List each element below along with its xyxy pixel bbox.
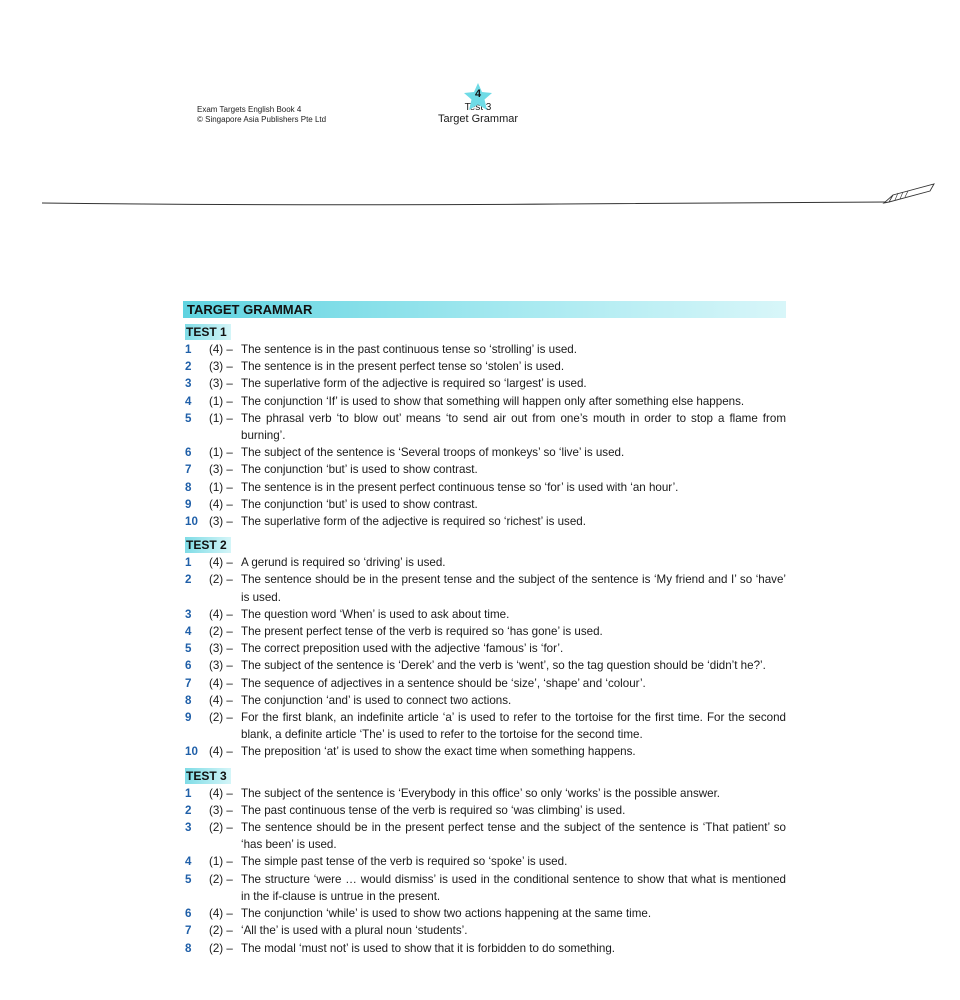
header-book-info: [197, 105, 326, 125]
test-heading: TEST 1: [185, 324, 231, 340]
item-explanation: The structure ‘were … would dismiss’ is used in the conditional sentence to show that what is mentioned in the if-clause is untrue in the present.: [241, 872, 786, 903]
item-explanation: The sequence of adjectives in a sentence should be ‘size’, ‘shape’ and ‘colour’.: [241, 676, 646, 690]
item-answer: (2) –: [209, 625, 233, 639]
list-item: [185, 853, 786, 870]
item-explanation: The sentence is in the past continuous tense so ‘strolling’ is used.: [241, 343, 577, 356]
item-answer: (1) –: [209, 480, 233, 494]
item-answer: (3) –: [209, 642, 233, 656]
item-number: 1: [185, 786, 192, 800]
item-number: 5: [185, 872, 192, 886]
item-explanation: The phrasal verb ‘to blow out’ means ‘to send air out from one’s mouth in order to stop a flame from burning’.: [241, 411, 786, 443]
answer-key: [185, 324, 786, 964]
item-answer: (4) –: [209, 907, 233, 921]
item-answer: (3) –: [209, 360, 233, 374]
item-number: 2: [185, 360, 192, 374]
item-answer: (3) –: [209, 377, 233, 391]
page-number: 4: [474, 88, 482, 100]
item-number: 6: [185, 659, 192, 673]
test-block: [185, 537, 786, 760]
section-title-bar: [183, 301, 786, 318]
test-heading: TEST 3: [185, 768, 231, 784]
item-explanation: The conjunction ‘while’ is used to show two actions happening at the same time.: [241, 907, 652, 921]
item-explanation: ‘All the’ is used with a plural noun ‘students’.: [241, 924, 468, 938]
header-section-label: Target Grammar: [437, 113, 519, 125]
item-number: 3: [185, 821, 192, 835]
item-explanation: The conjunction ‘and’ is used to connect two actions.: [241, 693, 512, 707]
item-answer: (1) –: [209, 446, 233, 460]
item-answer: (1) –: [209, 411, 233, 425]
test-block: [185, 768, 786, 957]
item-number: 10: [185, 745, 198, 759]
list-item: [185, 692, 786, 709]
item-answer: (3) –: [209, 515, 233, 529]
list-item: [185, 640, 786, 657]
item-answer: (4) –: [209, 607, 233, 621]
item-explanation: The subject of the sentence is ‘Everybody in this office’ so only ‘works’ is the possible answer.: [241, 786, 721, 800]
list-item: [185, 444, 786, 461]
item-explanation: A gerund is required so ‘driving’ is used.: [241, 556, 446, 570]
list-item: [185, 623, 786, 640]
item-explanation: The sentence should be in the present perfect tense and the subject of the sentence is ‘That patient’ so ‘has been’ is used.: [241, 821, 786, 852]
list-item: [185, 410, 786, 444]
item-explanation: The present perfect tense of the verb is required so ‘has gone’ is used.: [241, 625, 603, 639]
item-explanation: For the first blank, an indefinite article ‘a’ is used to refer to the tortoise for the first time. For the second blank, a definite article ‘The’ is used to refer to the tortoise for the second time.: [241, 711, 786, 742]
item-number: 4: [185, 625, 192, 639]
item-number: 7: [185, 676, 192, 690]
item-answer: (4) –: [209, 745, 233, 759]
item-number: 5: [185, 411, 192, 425]
item-number: 6: [185, 446, 192, 460]
item-answer: (4) –: [209, 676, 233, 690]
list-item: [185, 743, 786, 760]
list-item: [185, 940, 786, 957]
header-center: [408, 82, 548, 126]
list-item: [185, 358, 786, 375]
list-item: [185, 657, 786, 674]
item-answer: (1) –: [209, 855, 233, 869]
list-item: [185, 554, 786, 571]
list-item: [185, 496, 786, 513]
list-item: [185, 871, 786, 905]
item-answer: (3) –: [209, 803, 233, 817]
item-explanation: The conjunction ‘but’ is used to show contrast.: [241, 497, 478, 511]
item-explanation: The sentence should be in the present tense and the subject of the sentence is ‘My friend and I’ so ‘have’ is used.: [241, 573, 786, 604]
item-number: 9: [185, 497, 192, 511]
item-number: 9: [185, 711, 192, 725]
pencil-icon: [884, 184, 934, 203]
item-explanation: The superlative form of the adjective is required so ‘largest’ is used.: [241, 377, 587, 391]
item-number: 3: [185, 607, 192, 621]
item-number: 7: [185, 924, 192, 938]
item-number: 1: [185, 556, 192, 570]
list-item: [185, 341, 786, 358]
item-answer: (2) –: [209, 573, 233, 587]
list-item: [185, 785, 786, 802]
item-answer: (4) –: [209, 343, 233, 356]
section-title: TARGET GRAMMAR: [187, 302, 313, 317]
item-explanation: The subject of the sentence is ‘Derek’ and the verb is ‘went’, so the tag question should be ‘didn’t he?’.: [241, 659, 766, 673]
item-number: 4: [185, 855, 192, 869]
page-number-badge: [461, 82, 495, 112]
item-explanation: The sentence is in the present perfect continuous tense so ‘for’ is used with ‘an hour’.: [241, 480, 679, 494]
item-number: 5: [185, 642, 192, 656]
test-block: [185, 324, 786, 530]
item-number: 10: [185, 515, 198, 529]
list-item: [185, 375, 786, 392]
test-heading: TEST 2: [185, 537, 231, 553]
item-number: 8: [185, 480, 192, 494]
item-answer: (2) –: [209, 711, 233, 725]
item-explanation: The subject of the sentence is ‘Several troops of monkeys’ so ‘live’ is used.: [241, 446, 625, 460]
item-number: 6: [185, 907, 192, 921]
header-rule: [0, 175, 960, 215]
item-answer: (2) –: [209, 924, 233, 938]
item-answer: (4) –: [209, 693, 233, 707]
item-number: 8: [185, 693, 192, 707]
list-item: [185, 513, 786, 530]
item-number: 7: [185, 463, 192, 477]
item-explanation: The conjunction ‘If’ is used to show that something will happen only after something else happens.: [241, 394, 745, 408]
item-answer: (2) –: [209, 872, 233, 886]
list-item: [185, 922, 786, 939]
item-explanation: The correct preposition used with the adjective ‘famous’ is ‘for’.: [241, 642, 564, 656]
item-explanation: The superlative form of the adjective is required so ‘richest’ is used.: [241, 515, 586, 529]
item-explanation: The preposition ‘at’ is used to show the exact time when something happens.: [241, 745, 636, 759]
item-explanation: The conjunction ‘but’ is used to show contrast.: [241, 463, 478, 477]
item-answer: (4) –: [209, 556, 233, 570]
item-number: 4: [185, 394, 192, 408]
list-item: [185, 571, 786, 605]
list-item: [185, 675, 786, 692]
list-item: [185, 819, 786, 853]
item-number: 1: [185, 343, 192, 356]
item-number: 2: [185, 803, 192, 817]
item-explanation: The question word ‘When’ is used to ask about time.: [241, 607, 510, 621]
list-item: [185, 905, 786, 922]
item-explanation: The past continuous tense of the verb is required so ‘was climbing’ is used.: [241, 803, 626, 817]
list-item: [185, 802, 786, 819]
copyright: © Singapore Asia Publishers Pte Ltd: [197, 115, 327, 124]
item-answer: (1) –: [209, 394, 233, 408]
item-number: 2: [185, 573, 192, 587]
item-explanation: The sentence is in the present perfect tense so ‘stolen’ is used.: [241, 360, 565, 374]
item-answer: (2) –: [209, 941, 233, 955]
item-explanation: The modal ‘must not’ is used to show that it is forbidden to do something.: [241, 941, 615, 955]
header-test-label: Test 3: [464, 102, 492, 113]
item-answer: (2) –: [209, 821, 233, 835]
item-answer: (3) –: [209, 463, 233, 477]
item-explanation: The simple past tense of the verb is required so ‘spoke’ is used.: [241, 855, 568, 869]
item-number: 3: [185, 377, 192, 391]
list-item: [185, 479, 786, 496]
book-title: Exam Targets English Book 4: [197, 105, 302, 114]
item-answer: (4) –: [209, 497, 233, 511]
list-item: [185, 606, 786, 623]
item-number: 8: [185, 941, 192, 955]
list-item: [185, 461, 786, 478]
list-item: [185, 393, 786, 410]
item-answer: (4) –: [209, 786, 233, 800]
list-item: [185, 709, 786, 743]
item-answer: (3) –: [209, 659, 233, 673]
